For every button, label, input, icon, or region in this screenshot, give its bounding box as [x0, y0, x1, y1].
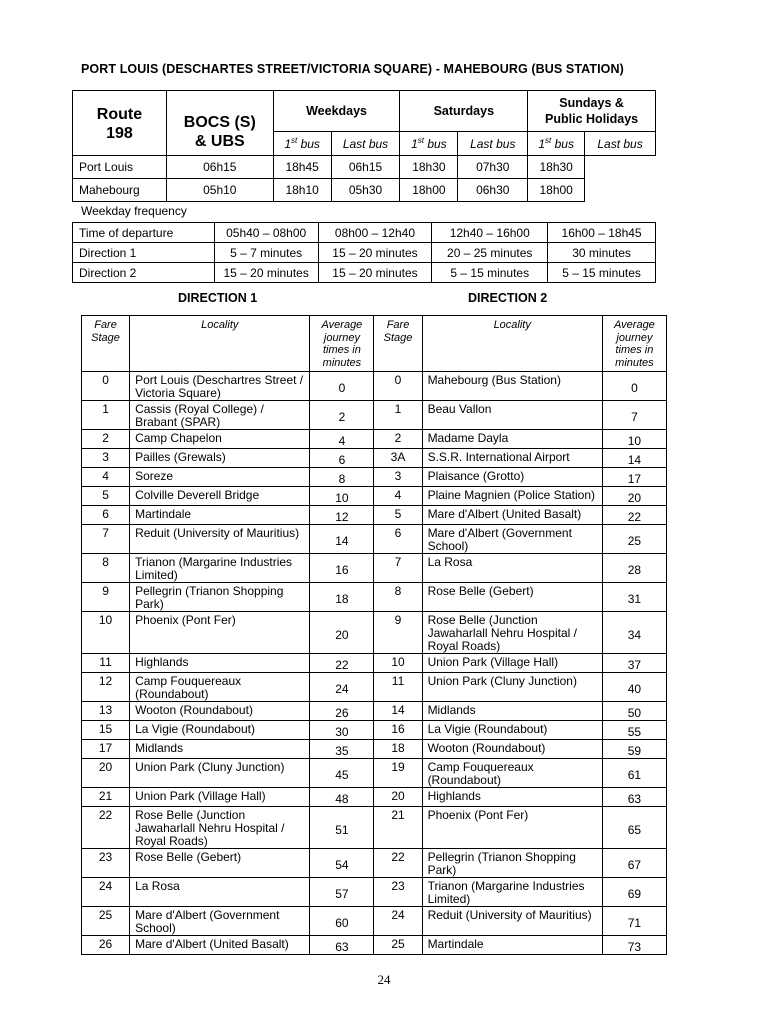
- bus-time: 06h30: [458, 179, 528, 202]
- d2-fare-stage: 7: [374, 554, 422, 583]
- d1-journey-time: 26: [310, 702, 374, 721]
- first-bus-sup: st: [417, 136, 424, 145]
- stop-row: [82, 759, 667, 788]
- first-bus-header: [273, 132, 331, 156]
- d2-locality: S.S.R. International Airport: [422, 449, 602, 468]
- d2-fare-stage: 1: [374, 401, 422, 430]
- header-text: minutes: [322, 356, 362, 369]
- d2-locality: La Vigie (Roundabout): [422, 721, 602, 740]
- d2-fare-stage: 2: [374, 430, 422, 449]
- d1-locality: Mare d'Albert (United Basalt): [130, 936, 310, 955]
- d1-journey-time: 48: [310, 788, 374, 807]
- frequency-value: 5 – 15 minutes: [432, 263, 548, 283]
- header-text: times in: [322, 344, 361, 356]
- bus-time: 06h15: [166, 156, 273, 179]
- direction-1-heading: DIRECTION 1: [178, 291, 258, 305]
- origin-place: Mahebourg: [73, 179, 167, 202]
- first-bus-sup: st: [291, 136, 298, 145]
- d2-journey-time: 10: [602, 430, 666, 449]
- frequency-value: 20 – 25 minutes: [432, 243, 548, 263]
- operator-line-1: BOCS (S): [183, 114, 256, 131]
- last-bus-header: Last bus: [331, 132, 400, 156]
- time-of-departure-label: Time of departure: [73, 223, 215, 243]
- d1-fare-stage: 10: [82, 612, 130, 654]
- stop-row: [82, 554, 667, 583]
- d1-fare-stage: 7: [82, 525, 130, 554]
- stop-row: [82, 468, 667, 487]
- page-number: 24: [377, 972, 391, 987]
- d1-journey-time: 57: [310, 878, 374, 907]
- frequency-value: 5 – 7 minutes: [214, 243, 318, 263]
- stops-table: [81, 315, 667, 955]
- d2-fare-stage: 18: [374, 740, 422, 759]
- route-label: Route: [96, 106, 143, 123]
- frequency-value: 15 – 20 minutes: [318, 243, 432, 263]
- d1-journey-time: 0: [310, 372, 374, 401]
- stop-row: [82, 583, 667, 612]
- stop-row: [82, 849, 667, 878]
- d1-fare-stage: 17: [82, 740, 130, 759]
- operator-line-2: & UBS: [194, 133, 245, 150]
- route-schedule-table: [72, 90, 656, 202]
- departure-period: 05h40 – 08h00: [214, 223, 318, 243]
- d2-locality: Plaisance (Grotto): [422, 468, 602, 487]
- saturdays-header: Saturdays: [400, 91, 528, 132]
- d1-fare-stage: 4: [82, 468, 130, 487]
- d2-journey-time: 17: [602, 468, 666, 487]
- d1-locality: Cassis (Royal College) / Brabant (SPAR): [130, 401, 310, 430]
- d1-journey-time: 6: [310, 449, 374, 468]
- d1-journey-time: 63: [310, 936, 374, 955]
- frequency-body: [73, 223, 656, 283]
- last-bus-header: Last bus: [458, 132, 528, 156]
- weekdays-header: Weekdays: [273, 91, 400, 132]
- d2-avg-time-header: [602, 316, 666, 372]
- d1-locality: Mare d'Albert (Government School): [130, 907, 310, 936]
- d2-fare-stage: 9: [374, 612, 422, 654]
- stop-row: [82, 740, 667, 759]
- route-time-row: [73, 179, 656, 202]
- d1-fare-stage: 9: [82, 583, 130, 612]
- bus-time: 18h45: [273, 156, 331, 179]
- d2-fare-stage: 3: [374, 468, 422, 487]
- d1-locality: Pailles (Grewals): [130, 449, 310, 468]
- d2-fare-stage: 6: [374, 525, 422, 554]
- d2-locality: Camp Fouquereaux (Roundabout): [422, 759, 602, 788]
- frequency-value: 15 – 20 minutes: [318, 263, 432, 283]
- departure-period: 08h00 – 12h40: [318, 223, 432, 243]
- d2-locality: Martindale: [422, 936, 602, 955]
- stop-row: [82, 907, 667, 936]
- d2-locality: Pellegrin (Trianon Shopping Park): [422, 849, 602, 878]
- d1-locality: Union Park (Cluny Junction): [130, 759, 310, 788]
- bus-time: 18h10: [273, 179, 331, 202]
- d1-journey-time: 54: [310, 849, 374, 878]
- d2-fare-stage: 23: [374, 878, 422, 907]
- first-bus-num: 1: [411, 137, 418, 151]
- d2-locality: Rose Belle (Junction Jawaharlall Nehru Hospital / Royal Roads): [422, 612, 602, 654]
- frequency-value: 15 – 20 minutes: [214, 263, 318, 283]
- d2-journey-time: 37: [602, 654, 666, 673]
- d2-fare-stage: 22: [374, 849, 422, 878]
- d1-journey-time: 2: [310, 401, 374, 430]
- frequency-label: Weekday frequency: [81, 204, 187, 218]
- d2-locality: La Rosa: [422, 554, 602, 583]
- d1-fare-stage: 12: [82, 673, 130, 702]
- bus-time: 18h30: [528, 156, 585, 179]
- first-bus-word: bus: [424, 137, 447, 151]
- d2-locality: Mare d'Albert (Government School): [422, 525, 602, 554]
- d2-journey-time: 67: [602, 849, 666, 878]
- route-times-body: [73, 156, 656, 202]
- header-text: Average: [614, 319, 655, 331]
- d1-journey-time: 45: [310, 759, 374, 788]
- d1-journey-time: 24: [310, 673, 374, 702]
- d1-locality: Phoenix (Pont Fer): [130, 612, 310, 654]
- d1-journey-time: 14: [310, 525, 374, 554]
- d1-locality: Colville Deverell Bridge: [130, 487, 310, 506]
- d1-fare-stage: 24: [82, 878, 130, 907]
- header-text: journey: [616, 331, 653, 344]
- d2-journey-time: 61: [602, 759, 666, 788]
- d2-journey-time: 22: [602, 506, 666, 525]
- direction-label: Direction 1: [73, 243, 215, 263]
- d2-journey-time: 25: [602, 525, 666, 554]
- bus-time: 18h00: [528, 179, 585, 202]
- bus-time: 05h30: [331, 179, 400, 202]
- d1-locality: Port Louis (Deschartres Street / Victoria Square): [130, 372, 310, 401]
- d2-locality: Union Park (Village Hall): [422, 654, 602, 673]
- frequency-table: [72, 222, 656, 283]
- direction-2-heading: DIRECTION 2: [468, 291, 548, 305]
- d1-journey-time: 22: [310, 654, 374, 673]
- d2-fare-stage: 14: [374, 702, 422, 721]
- d2-journey-time: 69: [602, 878, 666, 907]
- page-title: PORT LOUIS (DESCHARTES STREET/VICTORIA SQUARE) - MAHEBOURG (BUS STATION): [81, 62, 624, 76]
- d1-fare-stage: 20: [82, 759, 130, 788]
- d1-journey-time: 51: [310, 807, 374, 849]
- d1-locality: Camp Fouquereaux (Roundabout): [130, 673, 310, 702]
- d1-fare-stage: 3: [82, 449, 130, 468]
- d2-locality: Madame Dayla: [422, 430, 602, 449]
- first-bus-header: [528, 132, 585, 156]
- sundays-header: [528, 91, 656, 132]
- d2-locality: Plaine Magnien (Police Station): [422, 487, 602, 506]
- d2-journey-time: 63: [602, 788, 666, 807]
- d1-locality-header: Locality: [130, 316, 310, 372]
- d1-locality: Wooton (Roundabout): [130, 702, 310, 721]
- d2-journey-time: 20: [602, 487, 666, 506]
- d1-journey-time: 18: [310, 583, 374, 612]
- stop-row: [82, 372, 667, 401]
- header-text: minutes: [615, 356, 654, 369]
- d2-locality: Rose Belle (Gebert): [422, 583, 602, 612]
- d2-fare-stage: 4: [374, 487, 422, 506]
- stop-row: [82, 878, 667, 907]
- d1-fare-stage: 6: [82, 506, 130, 525]
- d1-fare-stage: 1: [82, 401, 130, 430]
- d1-locality: La Rosa: [130, 878, 310, 907]
- d1-locality: Camp Chapelon: [130, 430, 310, 449]
- origin-place: Port Louis: [73, 156, 167, 179]
- stops-body: [82, 372, 667, 955]
- header-text: Average: [321, 319, 363, 331]
- operator-cell: [166, 91, 273, 156]
- d2-fare-stage: 21: [374, 807, 422, 849]
- d1-fare-stage: 2: [82, 430, 130, 449]
- d2-journey-time: 50: [602, 702, 666, 721]
- stop-row: [82, 788, 667, 807]
- stop-row: [82, 936, 667, 955]
- direction-label: Direction 2: [73, 263, 215, 283]
- d1-fare-stage-header: [82, 316, 130, 372]
- d2-locality: Highlands: [422, 788, 602, 807]
- d2-locality: Reduit (University of Mauritius): [422, 907, 602, 936]
- d1-journey-time: 16: [310, 554, 374, 583]
- d2-journey-time: 65: [602, 807, 666, 849]
- d2-journey-time: 55: [602, 721, 666, 740]
- d1-fare-stage: 15: [82, 721, 130, 740]
- d1-fare-stage: 11: [82, 654, 130, 673]
- route-number-cell: [73, 91, 167, 156]
- d2-fare-stage: 0: [374, 372, 422, 401]
- d2-fare-stage: 24: [374, 907, 422, 936]
- d1-fare-stage: 22: [82, 807, 130, 849]
- d2-fare-stage: 11: [374, 673, 422, 702]
- header-text: Stage: [91, 331, 120, 344]
- d2-fare-stage: 3A: [374, 449, 422, 468]
- stop-row: [82, 525, 667, 554]
- last-bus-header: Last bus: [585, 132, 656, 156]
- d2-fare-stage: 25: [374, 936, 422, 955]
- d1-locality: Rose Belle (Junction Jawaharlall Nehru Hospital / Royal Roads): [130, 807, 310, 849]
- d2-locality: Wooton (Roundabout): [422, 740, 602, 759]
- d1-locality: Pellegrin (Trianon Shopping Park): [130, 583, 310, 612]
- d2-journey-time: 34: [602, 612, 666, 654]
- d2-journey-time: 59: [602, 740, 666, 759]
- bus-time: 18h00: [400, 179, 458, 202]
- frequency-row: [73, 263, 656, 283]
- frequency-row: [73, 243, 656, 263]
- d2-locality: Union Park (Cluny Junction): [422, 673, 602, 702]
- d1-fare-stage: 5: [82, 487, 130, 506]
- d1-fare-stage: 8: [82, 554, 130, 583]
- d1-journey-time: 10: [310, 487, 374, 506]
- stop-row: [82, 430, 667, 449]
- stop-row: [82, 702, 667, 721]
- header-text: times in: [615, 344, 654, 356]
- departure-period: 16h00 – 18h45: [548, 223, 656, 243]
- route-time-row: [73, 156, 656, 179]
- d1-locality: Union Park (Village Hall): [130, 788, 310, 807]
- first-bus-header: [400, 132, 458, 156]
- bus-time: 18h30: [400, 156, 458, 179]
- d1-locality: Rose Belle (Gebert): [130, 849, 310, 878]
- d2-locality-header: Locality: [422, 316, 602, 372]
- stop-row: [82, 612, 667, 654]
- d1-locality: La Vigie (Roundabout): [130, 721, 310, 740]
- d1-locality: Soreze: [130, 468, 310, 487]
- d1-locality: Midlands: [130, 740, 310, 759]
- route-number: 198: [106, 125, 133, 142]
- d1-fare-stage: 13: [82, 702, 130, 721]
- d2-journey-time: 28: [602, 554, 666, 583]
- departure-period: 12h40 – 16h00: [432, 223, 548, 243]
- d1-journey-time: 60: [310, 907, 374, 936]
- first-bus-num: 1: [284, 137, 291, 151]
- stop-row: [82, 721, 667, 740]
- d1-journey-time: 20: [310, 612, 374, 654]
- d2-journey-time: 7: [602, 401, 666, 430]
- stop-row: [82, 401, 667, 430]
- d1-journey-time: 30: [310, 721, 374, 740]
- d1-fare-stage: 23: [82, 849, 130, 878]
- d1-locality: Highlands: [130, 654, 310, 673]
- d2-journey-time: 71: [602, 907, 666, 936]
- d1-journey-time: 12: [310, 506, 374, 525]
- first-bus-word: bus: [297, 137, 320, 151]
- d1-fare-stage: 26: [82, 936, 130, 955]
- d2-journey-time: 14: [602, 449, 666, 468]
- header-text: Stage: [383, 331, 413, 344]
- stop-row: [82, 506, 667, 525]
- stop-row: [82, 449, 667, 468]
- d2-fare-stage: 19: [374, 759, 422, 788]
- d2-locality: Phoenix (Pont Fer): [422, 807, 602, 849]
- bus-time: 06h15: [331, 156, 400, 179]
- d2-journey-time: 31: [602, 583, 666, 612]
- d2-journey-time: 73: [602, 936, 666, 955]
- d2-fare-stage: 20: [374, 788, 422, 807]
- first-bus-num: 1: [538, 137, 546, 151]
- first-bus-sup: st: [545, 136, 552, 145]
- stop-row: [82, 673, 667, 702]
- frequency-value: 5 – 15 minutes: [548, 263, 656, 283]
- d2-locality: Trianon (Margarine Industries Limited): [422, 878, 602, 907]
- bus-time: 07h30: [458, 156, 528, 179]
- d1-fare-stage: 0: [82, 372, 130, 401]
- d2-locality: Midlands: [422, 702, 602, 721]
- header-text: Fare: [94, 319, 117, 331]
- d1-locality: Martindale: [130, 506, 310, 525]
- bus-time: 05h10: [166, 179, 273, 202]
- d1-journey-time: 8: [310, 468, 374, 487]
- d2-fare-stage: 8: [374, 583, 422, 612]
- d1-locality: Reduit (University of Mauritius): [130, 525, 310, 554]
- d2-locality: Mare d'Albert (United Basalt): [422, 506, 602, 525]
- stops-header-row: [82, 316, 667, 372]
- d2-locality: Beau Vallon: [422, 401, 602, 430]
- d2-journey-time: 40: [602, 673, 666, 702]
- first-bus-word: bus: [551, 137, 574, 151]
- d2-fare-stage: 16: [374, 721, 422, 740]
- d1-avg-time-header: [310, 316, 374, 372]
- stop-row: [82, 487, 667, 506]
- stop-row: [82, 654, 667, 673]
- header-text: journey: [323, 331, 360, 344]
- d1-journey-time: 35: [310, 740, 374, 759]
- d1-fare-stage: 25: [82, 907, 130, 936]
- d1-journey-time: 4: [310, 430, 374, 449]
- d2-journey-time: 0: [602, 372, 666, 401]
- d2-fare-stage: 10: [374, 654, 422, 673]
- frequency-header-row: [73, 223, 656, 243]
- frequency-value: 30 minutes: [548, 243, 656, 263]
- d1-fare-stage: 21: [82, 788, 130, 807]
- stop-row: [82, 807, 667, 849]
- d1-locality: Trianon (Margarine Industries Limited): [130, 554, 310, 583]
- sundays-header-line-2: Public Holidays: [545, 112, 639, 126]
- header-text: Fare: [386, 319, 410, 331]
- d2-locality: Mahebourg (Bus Station): [422, 372, 602, 401]
- d2-fare-stage-header: [374, 316, 422, 372]
- sundays-header-line-1: Sundays &: [559, 96, 624, 110]
- d2-fare-stage: 5: [374, 506, 422, 525]
